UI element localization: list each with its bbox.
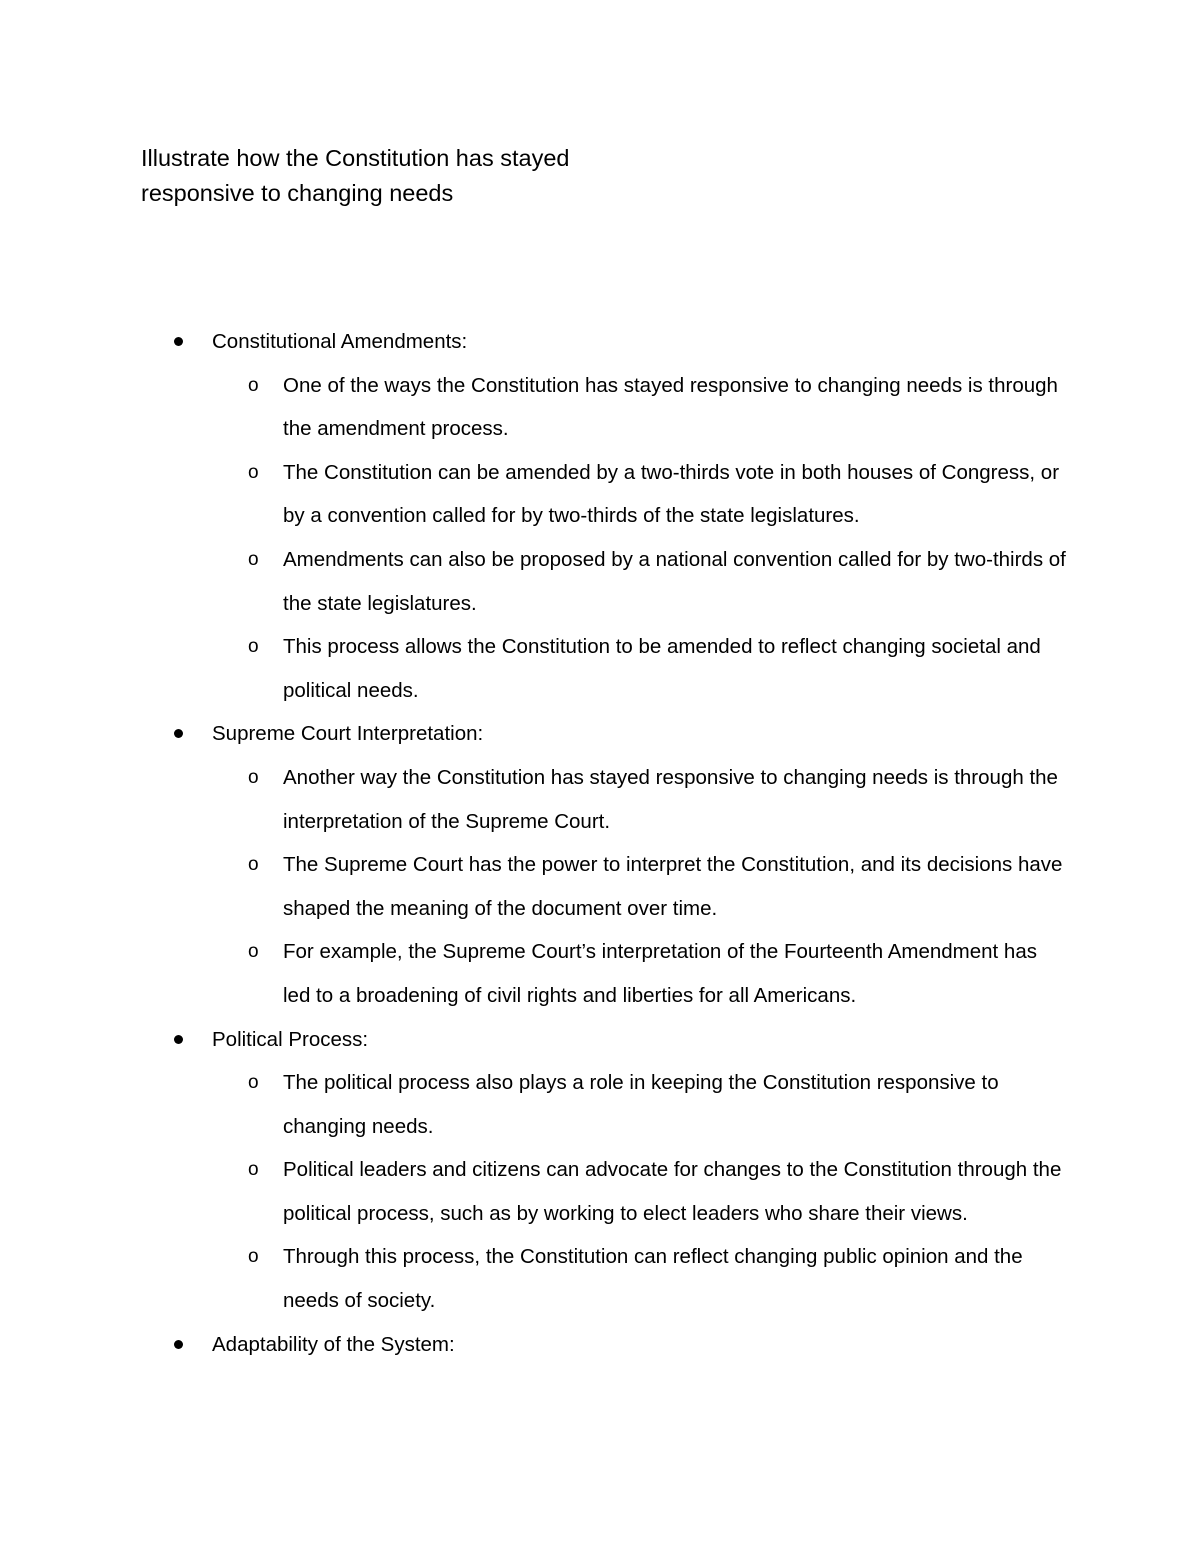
section-adaptability-of-the-system <box>0 1323 1200 1367</box>
bullet-icon <box>174 1340 183 1349</box>
list-item-text: Political leaders and citizens can advocate for changes to the Constitution through the political process, such as by working to elect leaders who share their views. <box>283 1158 1062 1225</box>
list-item <box>248 843 1068 930</box>
list-item <box>248 1061 1068 1148</box>
circle-bullet-icon: o <box>248 854 259 876</box>
section-heading: Constitutional Amendments: <box>212 330 468 353</box>
title-line-1: Illustrate how the Constitution has stayed <box>141 145 570 171</box>
section-heading: Supreme Court Interpretation: <box>212 722 484 746</box>
circle-bullet-icon: o <box>248 1072 259 1094</box>
circle-bullet-icon: o <box>248 548 259 570</box>
circle-bullet-icon: o <box>248 461 259 483</box>
list-item <box>248 1148 1068 1235</box>
list-item <box>248 1235 1068 1322</box>
title-line-2: responsive to changing needs <box>141 180 454 206</box>
bullet-icon <box>174 1035 183 1044</box>
section-supreme-court-interpretation <box>0 712 1200 1017</box>
list-item-text: Amendments can also be proposed by a national convention called for by two-thirds of the state legislatures. <box>283 547 1066 615</box>
document-title <box>141 141 741 211</box>
sub-list <box>212 1061 1200 1323</box>
list-item-text: The Constitution can be amended by a two-thirds vote in both houses of Congress, or by a convention called for by two-thirds of the state legislatures. <box>283 460 1060 528</box>
sub-list <box>212 364 1200 713</box>
list-item <box>248 451 1068 538</box>
section-political-process <box>0 1018 1200 1323</box>
circle-bullet-icon: o <box>248 941 259 963</box>
list-item <box>248 930 1068 1017</box>
circle-bullet-icon: o <box>248 1246 259 1268</box>
list-item-text: Another way the Constitution has stayed responsive to changing needs is through the interpretation of the Supreme Court. <box>283 765 1058 833</box>
circle-bullet-icon: o <box>248 766 259 788</box>
circle-bullet-icon: o <box>248 374 259 396</box>
sub-list <box>212 756 1200 1018</box>
list-item-text: One of the ways the Constitution has stayed responsive to changing needs is through the amendment process. <box>283 373 1058 441</box>
list-item <box>248 364 1068 451</box>
bullet-icon <box>174 729 183 738</box>
circle-bullet-icon: o <box>248 636 259 658</box>
list-item-text: The Supreme Court has the power to interpret the Constitution, and its decisions have shaped the meaning of the document over time. <box>283 853 1063 920</box>
list-item-text: This process allows the Constitution to be amended to reflect changing societal and political needs. <box>283 635 1041 702</box>
list-item-text: Through this process, the Constitution can reflect changing public opinion and the needs of society. <box>283 1245 1023 1313</box>
circle-bullet-icon: o <box>248 1159 259 1181</box>
list-item <box>248 625 1068 712</box>
outline-list <box>0 320 1200 1366</box>
list-item-text: The political process also plays a role in keeping the Constitution responsive to changing needs. <box>283 1071 999 1138</box>
section-constitutional-amendments <box>0 320 1200 712</box>
list-item <box>248 756 1068 843</box>
list-item <box>248 538 1068 625</box>
section-heading: Political Process: <box>212 1027 369 1051</box>
list-item-text: For example, the Supreme Court’s interpretation of the Fourteenth Amendment has led to a broadening of civil rights and liberties for all Americans. <box>283 940 1037 1007</box>
bullet-icon <box>174 337 183 346</box>
section-heading: Adaptability of the System: <box>212 1332 455 1356</box>
